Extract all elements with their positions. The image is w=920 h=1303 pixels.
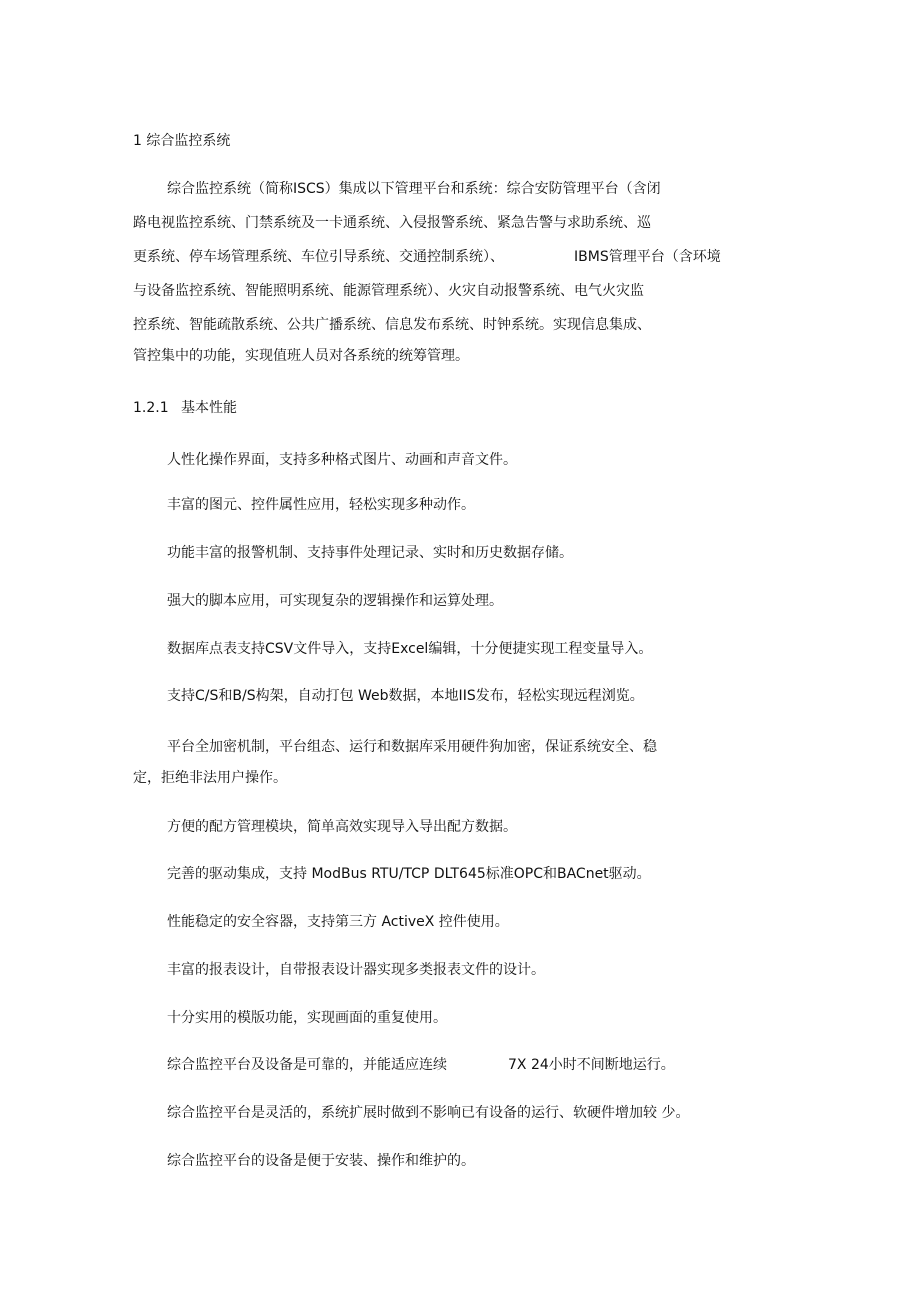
feature-item-tail: 7X 24小时不间断地运行。 xyxy=(508,1057,675,1073)
intro-line-6: 管控集中的功能，实现值班人员对各系统的统筹管理。 xyxy=(133,348,469,364)
feature-item: 丰富的报表设计，自带报表设计器实现多类报表文件的设计。 xyxy=(167,962,545,978)
feature-item: 方便的配方管理模块，简单高效实现导入导出配方数据。 xyxy=(167,819,517,835)
feature-item: 支持C/S和B/S构架，自动打包 Web数据，本地IIS发布，轻松实现远程浏览。 xyxy=(167,688,644,704)
feature-item: 综合监控平台的设备是便于安装、操作和维护的。 xyxy=(167,1153,475,1169)
feature-item: 平台全加密机制，平台组态、运行和数据库采用硬件狗加密，保证系统安全、稳 xyxy=(167,739,657,755)
feature-item: 数据库点表支持CSV文件导入，支持Excel编辑，十分便捷实现工程变量导入。 xyxy=(167,641,653,657)
subsection-title: 基本性能 xyxy=(181,400,237,416)
section-heading: 1 综合监控系统 xyxy=(133,133,231,149)
intro-line-5: 控系统、智能疏散系统、公共广播系统、信息发布系统、时钟系统。实现信息集成、 xyxy=(133,317,651,333)
intro-line-3: 更系统、停车场管理系统、车位引导系统、交通控制系统）、 xyxy=(133,249,504,265)
feature-item: 丰富的图元、控件属性应用，轻松实现多种动作。 xyxy=(167,497,475,513)
feature-item: 强大的脚本应用，可实现复杂的逻辑操作和运算处理。 xyxy=(167,593,503,609)
feature-item: 功能丰富的报警机制、支持事件处理记录、实时和历史数据存储。 xyxy=(167,545,573,561)
feature-item: 综合监控平台是灵活的，系统扩展时做到不影响已有设备的运行、软硬件增加较 少。 xyxy=(167,1105,690,1121)
intro-line-2: 路电视监控系统、门禁系统及一卡通系统、入侵报警系统、紧急告警与求助系统、巡 xyxy=(133,215,651,231)
feature-item: 十分实用的模版功能，实现画面的重复使用。 xyxy=(167,1010,447,1026)
feature-item: 综合监控平台及设备是可靠的，并能适应连续 xyxy=(167,1057,447,1073)
intro-line-3-tail: IBMS管理平台（含环境 xyxy=(574,249,721,265)
feature-item-continued: 定，拒绝非法用户操作。 xyxy=(133,770,287,786)
intro-line-1: 综合监控系统（简称ISCS）集成以下管理平台和系统：综合安防管理平台（含闭 xyxy=(167,181,661,197)
intro-line-4: 与设备监控系统、智能照明系统、能源管理系统）、火灾自动报警系统、电气火灾监 xyxy=(133,283,644,299)
subsection-number: 1.2.1 xyxy=(133,400,169,416)
feature-item: 完善的驱动集成，支持 ModBus RTU/TCP DLT645标准OPC和BACnet驱动。 xyxy=(167,866,651,882)
feature-item: 人性化操作界面，支持多种格式图片、动画和声音文件。 xyxy=(167,452,517,468)
feature-item: 性能稳定的安全容器，支持第三方 ActiveX 控件使用。 xyxy=(167,914,509,930)
